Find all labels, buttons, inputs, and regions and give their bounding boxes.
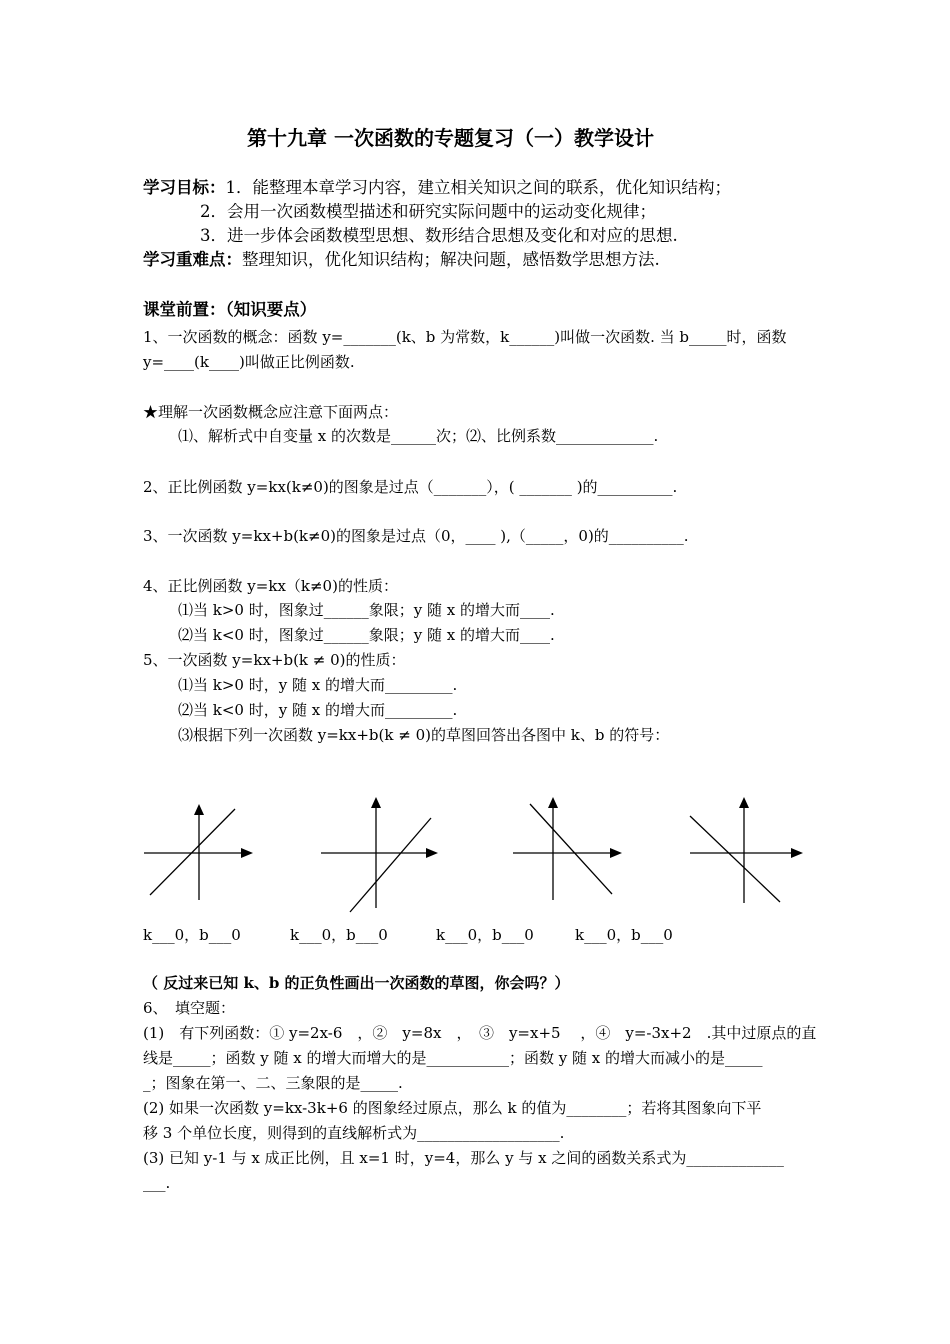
objective-1: 1．能整理本章学习内容，建立相关知识之间的联系，优化知识结构； — [225, 178, 731, 197]
graph-3-x-arrow — [610, 848, 622, 858]
graph-2-line — [350, 818, 431, 912]
graph-2-x-arrow — [426, 848, 438, 858]
keypoints-label: 学习重难点： — [143, 250, 242, 269]
graph-1-line — [150, 809, 235, 895]
q5-b: ⑵当 k<0 时，y 随 x 的增大而_________. — [178, 701, 458, 719]
graph-3 — [509, 793, 629, 903]
q6-head: 6、 填空题： — [143, 999, 236, 1017]
graph-3-y-arrow — [548, 797, 558, 808]
q5-c: ⑶根据下列一次函数 y=kx+b(k ≠ 0)的草图回答出各图中 k、b 的符号： — [178, 726, 670, 744]
graph-1-y-arrow — [194, 804, 204, 815]
q6-p3-line-2: ___. — [143, 1174, 171, 1192]
graph-3-line — [530, 804, 612, 894]
objective-2: 2．会用一次函数模型描述和研究实际问题中的运动变化规律； — [200, 202, 656, 221]
objectives-line-1 — [143, 177, 731, 199]
q3: 3、一次函数 y=kx+b(k≠0)的图象是过点（0，____ ),（_____，0)的__________. — [143, 527, 689, 545]
graph-answer-2: k___0，b___0 — [290, 926, 388, 944]
graph-4 — [686, 793, 811, 908]
keypoints-line — [143, 249, 660, 271]
q6-p1-line-1: (1) 有下列函数：① y=2x-6 ，② y=8x ， ③ y=x+5 ，④ y=-3x+2 .其中过原点的直 — [143, 1024, 817, 1042]
graph-answer-1: k___0，b___0 — [143, 926, 241, 944]
page-title: 第十九章 一次函数的专题复习（一）教学设计 — [247, 126, 654, 150]
objective-3: 3．进一步体会函数模型思想、数形结合思想及变化和对应的思想. — [200, 226, 678, 245]
q4-a: ⑴当 k>0 时，图象过______象限；y 随 x 的增大而____. — [178, 601, 555, 619]
graph-1 — [140, 800, 260, 905]
graph-answer-4: k___0，b___0 — [575, 926, 673, 944]
q2: 2、正比例函数 y=kx(k≠0)的图象是过点（_______），( _______ )的__________. — [143, 478, 678, 496]
keypoints-text: 整理知识，优化知识结构；解决问题，感悟数学思想方法. — [242, 250, 660, 269]
q6-p2-line-2: 移 3 个单位长度，则得到的直线解析式为___________________. — [143, 1124, 565, 1142]
q6-p1-line-3: _；图象在第一、二、三象限的是_____. — [143, 1074, 403, 1092]
q6-p1-line-2: 线是_____；函数 y 随 x 的增大而增大的是___________；函数 y 随 x 的增大而减小的是_____ — [143, 1049, 763, 1067]
q1-line-1: 1、一次函数的概念：函数 y=_______(k、b 为常数，k______)叫做一次函数. 当 b_____时，函数 — [143, 328, 787, 346]
q5-head: 5、一次函数 y=kx+b(k ≠ 0)的性质： — [143, 651, 406, 669]
q6-p2-line-1: (2) 如果一次函数 y=kx-3k+6 的图象经过原点，那么 k 的值为________；若将其图象向下平 — [143, 1099, 762, 1117]
graph-4-line — [690, 816, 780, 902]
q1-line-2: y=____(k____)叫做正比例函数. — [143, 353, 355, 371]
graph-2 — [317, 793, 442, 918]
q5-a: ⑴当 k>0 时，y 随 x 的增大而_________. — [178, 676, 458, 694]
q6-p3-line-1: (3) 已知 y-1 与 x 成正比例，且 x=1 时，y=4，那么 y 与 x 之间的函数关系式为_____________ — [143, 1149, 784, 1167]
q4-b: ⑵当 k<0 时，图象过______象限；y 随 x 的增大而____. — [178, 626, 555, 644]
graph-1-x-arrow — [241, 848, 253, 858]
graph-4-x-arrow — [791, 848, 803, 858]
star-heading: ★理解一次函数概念应注意下面两点： — [143, 403, 399, 421]
q4-head: 4、正比例函数 y=kx（k≠0)的性质： — [143, 577, 398, 595]
star-points: ⑴、解析式中自变量 x 的次数是______次；⑵、比例系数_____________. — [178, 427, 659, 445]
objectives-label: 学习目标： — [143, 178, 226, 197]
reverse-question: （ 反过来已知 k、b 的正负性画出一次函数的草图，你会吗？） — [143, 974, 570, 992]
graph-answer-3: k___0，b___0 — [436, 926, 534, 944]
graph-4-y-arrow — [739, 797, 749, 808]
section-heading: 课堂前置：（知识要点） — [143, 300, 317, 319]
graph-2-y-arrow — [371, 797, 381, 808]
